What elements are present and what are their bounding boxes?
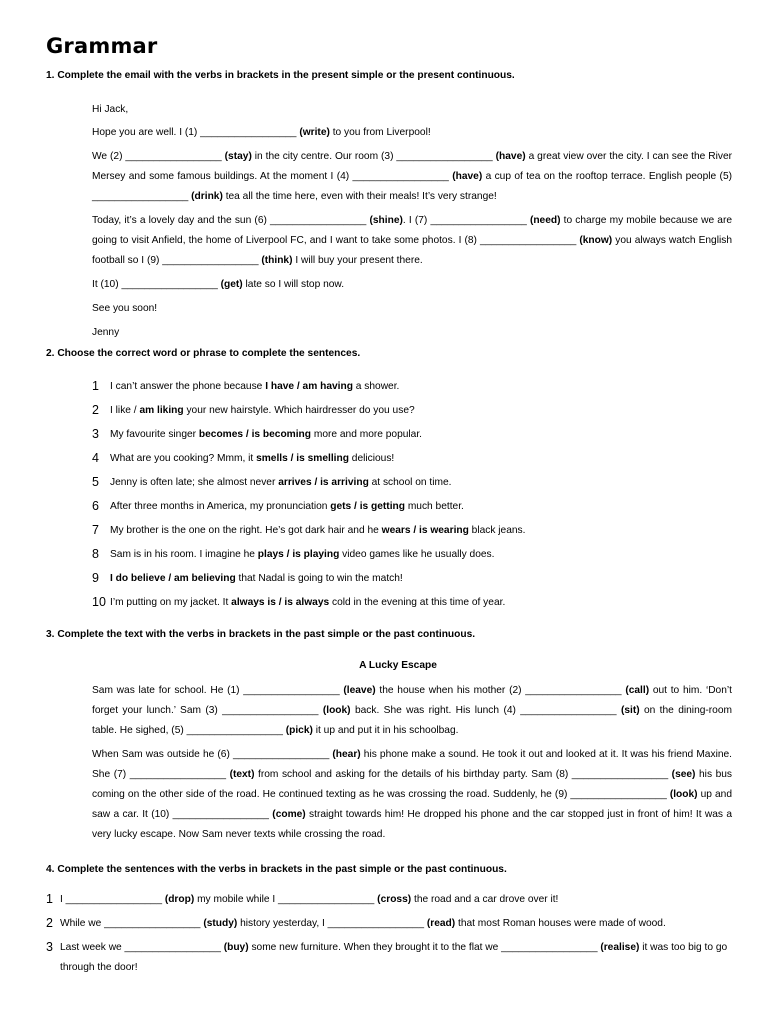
email-signoff: Jenny	[92, 327, 120, 338]
question-number: 5	[92, 475, 99, 489]
section4-heading: 4. Complete the sentences with the verbs in brackets in the past simple or the past continuous.	[46, 864, 507, 875]
page-title: Grammar	[46, 34, 158, 58]
question-number: 2	[92, 403, 99, 417]
question-number: 9	[92, 571, 99, 585]
question-text-before: I can’t answer the phone because	[110, 381, 266, 392]
question-text-after: that Nadal is going to win the match!	[235, 573, 403, 584]
question-text-before: Jenny is often late; she almost never	[110, 477, 279, 488]
question-text	[110, 381, 399, 392]
question-text-before: I like /	[110, 405, 140, 416]
question-text-before: My brother is the one on the right. He’s got dark hair and he	[110, 525, 382, 536]
question-number: 7	[92, 523, 99, 537]
question-text	[110, 453, 394, 464]
question-text-before: I’m putting on my jacket. It	[110, 597, 232, 608]
question-text-after: much better.	[404, 501, 464, 512]
answer-options[interactable]: plays / is playing	[257, 549, 340, 560]
question-text	[110, 501, 464, 512]
question-number: 10	[92, 595, 106, 609]
question-text-after: more and more popular.	[311, 429, 423, 440]
question-text-before: After three months in America, my pronunciation	[110, 501, 331, 512]
section2-heading: 2. Choose the correct word or phrase to complete the sentences.	[46, 348, 361, 359]
question-text	[110, 549, 494, 560]
question-text-before: What are you cooking? Mmm, it	[110, 453, 257, 464]
question-text	[110, 525, 525, 536]
question-number: 8	[92, 547, 99, 561]
question-number: 3	[46, 940, 53, 954]
section1-heading: 1. Complete the email with the verbs in brackets in the present simple or the present continuous.	[46, 70, 515, 81]
question-text	[110, 405, 415, 416]
email-greeting: Hi Jack,	[92, 104, 129, 115]
answer-options[interactable]: am liking	[139, 405, 184, 416]
answer-options[interactable]: wears / is wearing	[381, 525, 469, 536]
answer-options[interactable]: becomes / is becoming	[198, 429, 312, 440]
question-text-before: Sam is in his room. I imagine he	[110, 549, 258, 560]
question-text: While we _________________ (study) history yesterday, I _________________ (read) that most Roman houses were made of wood.	[60, 918, 666, 929]
question-text-after: delicious!	[348, 453, 395, 464]
question-text	[110, 429, 422, 440]
answer-options[interactable]: I have / am having	[265, 381, 353, 392]
answer-options[interactable]: gets / is getting	[330, 501, 405, 512]
answer-options[interactable]: smells / is smelling	[256, 453, 349, 464]
question-text	[110, 597, 505, 608]
question-text-after: a shower.	[352, 381, 400, 392]
question-number: 4	[92, 451, 99, 465]
email-paragraph-1: Hope you are well. I (1) _________________ (write) to you from Liverpool!	[92, 127, 431, 138]
question-text-after: video games like he usually does.	[339, 549, 495, 560]
question-number: 2	[46, 916, 53, 930]
story-title: A Lucky Escape	[359, 660, 437, 671]
answer-options[interactable]: I do believe / am believing	[110, 573, 236, 584]
email-paragraph-2: We (2) _________________ (stay) in the city centre. Our room (3) _________________ (have) a great view over the city. I can see the River Mersey and some famous buildings. At the moment I (4) _________________ (have) a cup of tea on the rooftop terrace. English people (5) _________________ (drink) tea all the time here, even with their meals! It’s very strange!	[92, 151, 733, 202]
question-text	[110, 477, 451, 488]
email-paragraph-4: It (10) _________________ (get) late so I will stop now.	[92, 279, 345, 290]
question-number: 1	[92, 379, 99, 393]
story-paragraph-2: When Sam was outside he (6) _________________ (hear) his phone make a sound. He took it out and looked at it. It was his friend Maxine. She (7) _________________ (text) from school and asking for the details of his birthday party. Sam (8) _________________ (see) his bus coming on the other side of the road. He continued texting as he was crossing the road. Suddenly, he (9) _________________ (look) up and saw a car. It (10) _________________ (come) straight towards him! He dropped his phone and the car stopped just in front of him! It was a very lucky escape. Now Sam never texts while crossing the road.	[92, 749, 733, 840]
question-number: 1	[46, 892, 53, 906]
section3-heading: 3. Complete the text with the verbs in brackets in the past simple or the past continuous.	[46, 629, 476, 640]
email-paragraph-3: Today, it’s a lovely day and the sun (6) _________________ (shine). I (7) _________________ (need) to charge my mobile because we are going to visit Anfield, the home of Liverpool FC, and I want to take some photos. I (8) _________________ (know) you always watch English football so I (9) _________________ (think) I will buy your present there.	[92, 215, 733, 266]
question-text-after: your new hairstyle. Which hairdresser do you use?	[183, 405, 415, 416]
question-text-after: black jeans.	[468, 525, 526, 536]
story-paragraph-1: Sam was late for school. He (1) _________________ (leave) the house when his mother (2) _________________ (call) out to him. ‘Don’t forget your lunch.’ Sam (3) _________________ (look) back. She was right. His lunch (4) _________________ (sit) on the dining-room table. He sighed, (5) _________________ (pick) it up and put it in his schoolbag.	[92, 685, 732, 736]
question-text: Last week we _________________ (buy) some new furniture. When they brought it to the flat we _________________ (realise) it was too big to go through the door!	[60, 942, 728, 973]
question-text-after: at school on time.	[368, 477, 452, 488]
email-paragraph-5: See you soon!	[92, 303, 158, 314]
answer-options[interactable]: arrives / is arriving	[278, 477, 369, 488]
answer-options[interactable]: always is / is always	[231, 597, 330, 608]
question-number: 3	[92, 427, 99, 441]
question-text: I _________________ (drop) my mobile while I _________________ (cross) the road and a car drove over it!	[60, 894, 559, 905]
question-text-after: cold in the evening at this time of year.	[329, 597, 506, 608]
question-number: 6	[92, 499, 99, 513]
question-text	[110, 573, 403, 584]
question-text-before: My favourite singer	[110, 429, 199, 440]
